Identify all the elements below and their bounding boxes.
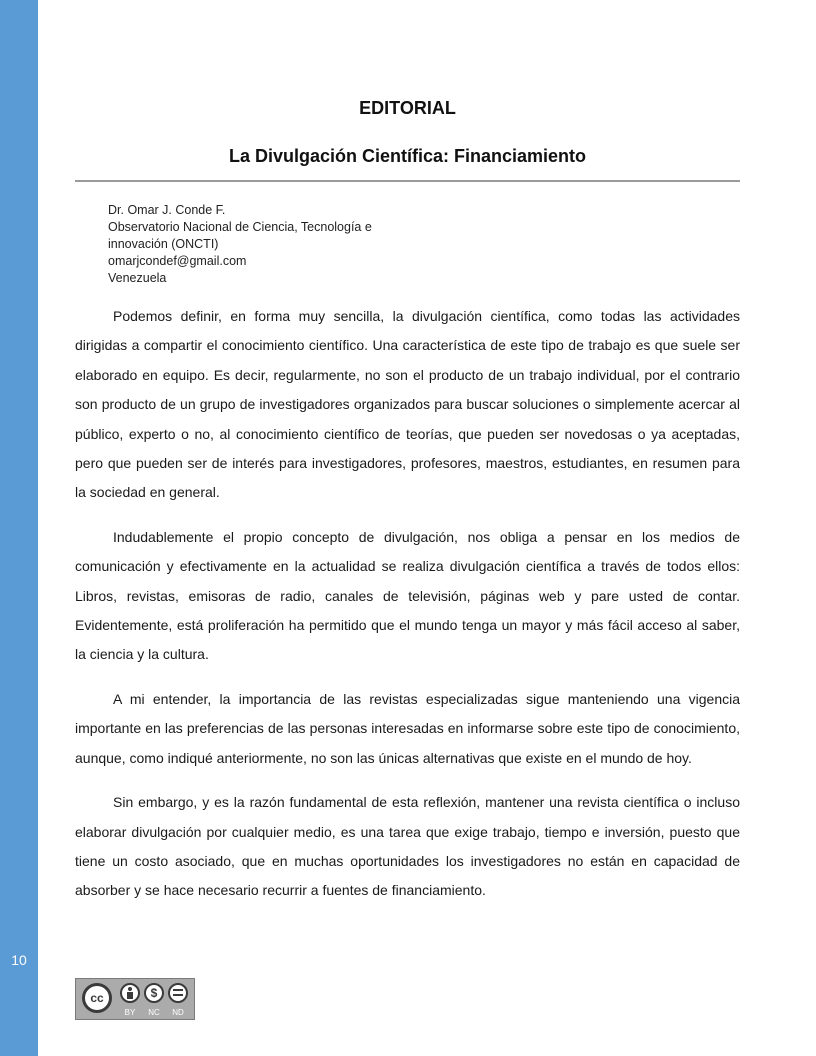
attribution-icon bbox=[120, 983, 140, 1003]
creative-commons-license-badge bbox=[75, 978, 195, 1020]
author-name: Dr. Omar J. Conde F. bbox=[108, 203, 226, 217]
cc-logo-icon: cc bbox=[82, 983, 112, 1013]
page-number: 10 bbox=[11, 952, 27, 968]
license-label-by: BY bbox=[124, 1008, 136, 1017]
author-affiliation: Observatorio Nacional de Ciencia, Tecnología e bbox=[108, 220, 372, 234]
section-title: EDITORIAL bbox=[359, 98, 456, 118]
noncommercial-icon bbox=[144, 983, 164, 1003]
author-email: omarjcondef@gmail.com bbox=[108, 254, 247, 268]
article-body bbox=[75, 302, 740, 921]
paragraph: A mi entender, la importancia de las revistas especializadas sigue manteniendo una vigencia importante en las preferencias de las personas interesadas en informarse sobre este tipo de conocimiento, aunque, como indiqué anteriormente, no son las únicas alternativas que existe en el mundo de hoy. bbox=[75, 690, 740, 766]
article-title: La Divulgación Científica: Financiamiento bbox=[228, 146, 587, 166]
title-divider bbox=[75, 180, 740, 182]
author-country: Venezuela bbox=[108, 271, 167, 285]
side-bar bbox=[0, 0, 38, 1056]
paragraph: Indudablemente el propio concepto de divulgación, nos obliga a pensar en los medios de comunicación y efectivamente en la actualidad se realiza divulgación científica a través de todos ellos: Libros, revistas, emisoras de radio, canales de televisión, páginas web y pare usted de contar. Evidentemente, está proliferación ha permitido que el mundo tenga un mayor y más fácil acceso al saber, la ciencia y la cultura. bbox=[75, 528, 740, 663]
license-label-nd: ND bbox=[172, 1008, 184, 1017]
paragraph: Sin embargo, y es la razón fundamental de esta reflexión, mantener una revista científica o incluso elaborar divulgación por cualquier medio, es una tarea que exige trabajo, tiempo e inversión, puesto que tiene un costo asociado, que en muchas oportunidades los investigadores no están en capacidad de absorber y se hace necesario recurrir a fuentes de financiamiento. bbox=[75, 794, 740, 899]
paragraph: Podemos definir, en forma muy sencilla, la divulgación científica, como todas las actividades dirigidas a compartir el conocimiento científico. Una característica de este tipo de trabajo es que suele ser elaborado en equipo. Es decir, regularmente, no son el producto de un trabajo individual, por el contrario son producto de un grupo de investigadores organizados para buscar soluciones o simplemente acercar al público, experto o no, al conocimiento científico de teorías, que pueden ser novedosas o ya aceptadas, pero que pueden ser de interés para investigadores, profesores, maestros, estudiantes, en resumen para la sociedad en general. bbox=[75, 308, 740, 501]
author-block bbox=[108, 202, 428, 287]
noderivatives-icon bbox=[168, 983, 188, 1003]
license-label-nc: NC bbox=[148, 1008, 160, 1017]
author-affiliation-cont: innovación (ONCTI) bbox=[108, 237, 219, 251]
